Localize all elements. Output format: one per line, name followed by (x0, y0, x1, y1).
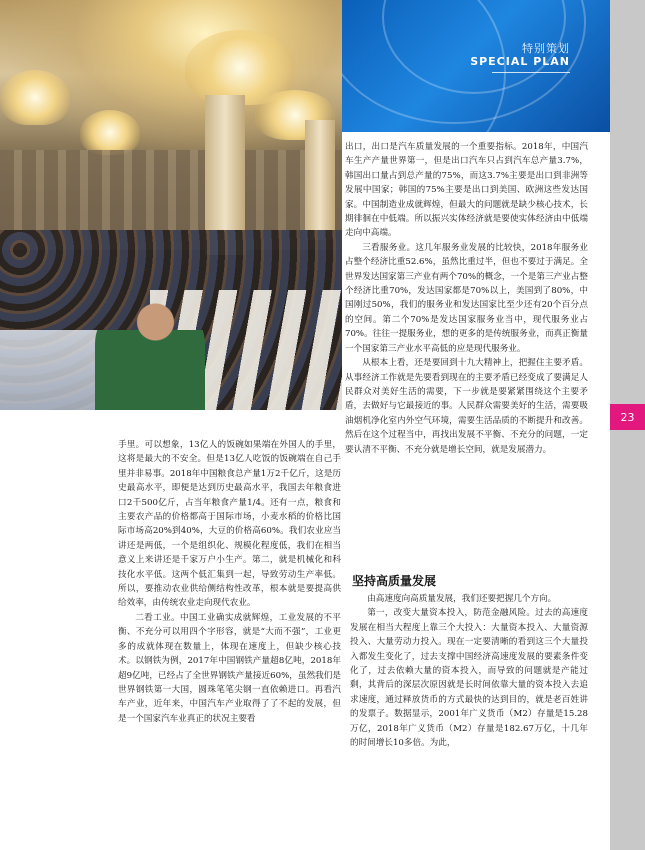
paragraph: 由高速度向高质量发展，我们还要把握几个方向。 (367, 594, 557, 604)
conference-photo (0, 0, 342, 410)
paragraph: 第一，改变大量资本投入，防范金融风险。过去的高速度发展在相当大程度上靠三个大投入：大量资本投入、大量资源投入、大量劳动力投入。现在一定要清晰的看到这三个大量投入都发生变化了，过去支撑中国经济高速度发展的要素条件变化了，过去依赖大量的资本投入，而导致的问题就是产能过剩，其背后的深层次原因就是长时间依靠大量的资本投入去追求速度，通过释放货币的方式最快的达到目的，就是老百姓讲的发票子。数据显示，2001年广义货币（M2）存量是15.28万亿，2018年广义货币（M2）存量是182.67万亿，十几年的时间增长10多倍。为此， (350, 608, 588, 749)
special-plan-en: SPECIAL PLAN (470, 55, 570, 68)
special-plan-cn: 特别策划 (522, 42, 570, 55)
paragraph: 出口，出口是汽车质量发展的一个重要指标。2018年，中国汽车生产产量世界第一，但是出口汽车只占到汽车总产量3.7%，韩国出口量占到总产量的75%，而这3.7%主要是出口到非洲等发展中国家；韩国的75%主要是出口到美国、欧洲这些发达国家。中国制造业成就辉煌，但最大的问题就是缺少核心技术，长期徘徊在中低端。所以振兴实体经济就是要使实体经济由中低端走向中高端。 (345, 142, 588, 239)
chandelier (80, 110, 140, 155)
page-number: 23 (610, 404, 645, 430)
article-column-left (118, 438, 341, 726)
chandelier (0, 70, 70, 125)
paragraph: 二看工业。中国工业确实成就辉煌，工业发展的不平衡、不充分可以用四个字形容，就是“大而不强”，工业更多的成就体现在数量上，体现在速度上，但缺少核心技术。以钢铁为例，2017年中国钢铁产量超8亿吨，2018年超9亿吨，已经占了全世界钢铁产量接近60%，虽然我们是世界钢铁第一大国，圆珠笔笔尖钢一直依赖进口。再看汽车产业，近年来，中国汽车产业取得了了不起的发展，但是一个国家汽车业真正的状况主要看 (118, 612, 341, 724)
paragraph: 三看服务业。这几年服务业发展的比较快，2018年服务业占整个经济比重52.6%，虽然比重过半，但也不要过于满足。全世界发达国家第三产业有两个70%的概念，一个是第三产业占整个经济比重70%，发达国家都是70%以上，美国到了80%，中国刚过50%，我们的服务业和发达国家比至少还有20个百分点的空间。第二个70%是发达国家服务业当中，现代服务业占70%。往往一提服务业，想的更多的是传统服务业，而真正衡量一个国家第三产业水平高低的应是现代服务业。 (345, 242, 588, 354)
photographer-figure (95, 300, 205, 410)
section-heading: 坚持高质量发展 (352, 574, 437, 588)
paragraph: 手里。可以想象，13亿人的饭碗如果端在外国人的手里，这将是最大的不安全。但是13亿人吃饭的饭碗端在自己手里并非易事。2018年中国粮食总产量1万2千亿斤，这是历史最高水平，即便是达到历史最高水平，我国去年粮食进口2千500亿斤，占当年粮食产量1/4。还有一点，粮食和主要农产品的价格都高于国际市场，小麦水稻的价格比国际市场高20%到40%，大豆的价格高60%。我们农业应当讲还是两低，一个是组织化、规模化程度低，我们在相当意义上来讲还是千家万户小生产。第二，就是机械化和科技化水平低。这两个低汇集到一起，导致劳动生产率低。所以，要推动农业供给侧结构性改革，根本就是要提高供给效率，由传统农业走向现代农业。 (118, 440, 341, 609)
article-column-right-top (345, 140, 588, 457)
paragraph: 从根本上看，还是要回到十九大精神上，把握住主要矛盾。从事经济工作就是先要看到现在的主要矛盾已经变成了要满足人民群众对美好生活的需要，下一步就是要紧紧围绕这个主要矛盾，去做好与它最接近的事。人民群众需要美好的生活，需要吸油烟机净化室内外空气环境，需要生活品质的不断提升和改善。然后在这个过程当中，再找出发展不平衡、不充分的问题，一定要认清不平衡、不充分就是增长空间，就是发展潜力。 (345, 358, 588, 455)
hall-pillar (305, 120, 335, 240)
section-header-band (342, 0, 610, 132)
article-column-right-bottom (350, 592, 588, 750)
header-rule (492, 72, 570, 73)
